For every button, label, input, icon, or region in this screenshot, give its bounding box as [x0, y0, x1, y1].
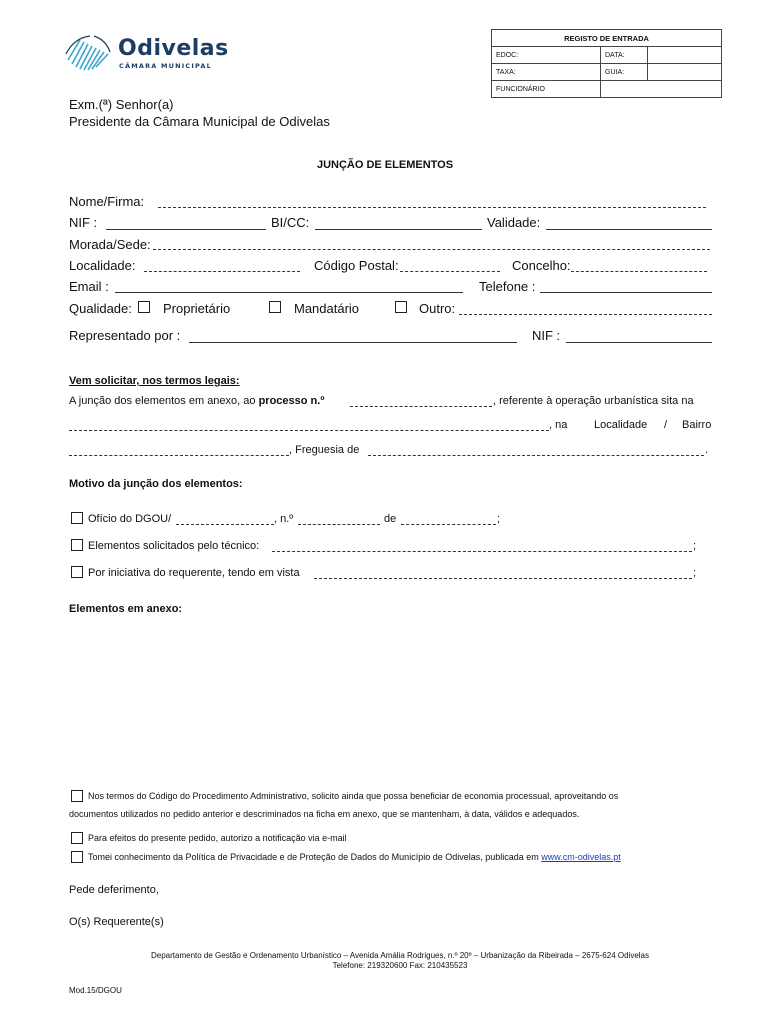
morada-field[interactable]	[153, 249, 710, 250]
guia-value[interactable]	[648, 64, 722, 81]
nif-field[interactable]	[106, 229, 266, 230]
oficio-de-label: de	[384, 513, 397, 525]
funcionario-value[interactable]	[601, 81, 722, 98]
oficio-de-field[interactable]	[401, 524, 496, 525]
proprietario-label: Proprietário	[163, 301, 231, 316]
email-field[interactable]	[115, 292, 463, 293]
validade-label: Validade:	[487, 215, 541, 230]
codigo-postal-field[interactable]	[400, 271, 500, 272]
iniciativa-checkbox[interactable]	[71, 566, 83, 578]
data-label: DATA:	[601, 47, 648, 64]
registo-entrada-table	[491, 29, 722, 98]
nif-label: NIF :	[69, 215, 98, 230]
form-title: JUNÇÃO DE ELEMENTOS	[316, 159, 454, 171]
slash-text: /	[664, 419, 668, 431]
oficio-dgou-field[interactable]	[176, 524, 274, 525]
footer-address: Departamento de Gestão e Ordenamento Urbanístico – Avenida Amália Rodrigues, n.º 20º – Urbanização da Ribeirada – 2675-624 Odivelas	[151, 951, 649, 960]
concelho-field[interactable]	[571, 271, 707, 272]
freguesia-dot: .	[705, 444, 709, 456]
processo-label: processo n.º	[258, 395, 325, 407]
logo-name: Odivelas	[118, 36, 229, 61]
elementos-field[interactable]	[272, 551, 692, 552]
codigo-postal-label: Código Postal:	[314, 258, 399, 273]
bicc-field[interactable]	[315, 229, 482, 230]
data-value[interactable]	[648, 47, 722, 64]
localidade-field[interactable]	[144, 271, 300, 272]
freguesia-field[interactable]	[368, 455, 704, 456]
freguesia-text: , Freguesia de	[289, 444, 360, 456]
requerente-label: O(s) Requerente(s)	[69, 916, 164, 928]
representado-label: Representado por :	[69, 328, 181, 343]
notificacao-email-checkbox[interactable]	[71, 832, 83, 844]
nif2-field[interactable]	[566, 342, 712, 343]
privacidade-text	[88, 852, 621, 862]
address-line2: Presidente da Câmara Municipal de Odivelas	[69, 114, 330, 129]
motivo-heading: Motivo da junção dos elementos:	[69, 478, 243, 490]
mandatario-checkbox[interactable]	[269, 301, 281, 313]
localidade-label: Localidade:	[69, 258, 136, 273]
registo-title: REGISTO DE ENTRADA	[492, 30, 722, 47]
nome-label: Nome/Firma:	[69, 194, 145, 209]
proprietario-checkbox[interactable]	[138, 301, 150, 313]
cpa-checkbox[interactable]	[71, 790, 83, 802]
iniciativa-label: Por iniciativa do requerente, tendo em vista	[88, 567, 300, 579]
elementos-checkbox[interactable]	[71, 539, 83, 551]
privacidade-text-body: Tomei conhecimento da Política de Privacidade e de Proteção de Dados do Município de Odivelas, publicada em	[88, 852, 542, 862]
nif2-label: NIF :	[532, 328, 561, 343]
guia-label: GUIA:	[601, 64, 648, 81]
outro-field[interactable]	[459, 314, 712, 315]
referente-text: , referente à operação urbanística sita na	[493, 395, 694, 407]
cpa-text-2: documentos utilizados no pedido anterior e descriminados na ficha em anexo, que se mantenham, à data, válidos e adequados.	[69, 809, 580, 819]
cpa-text-1: Nos termos do Código do Procedimento Administrativo, solicito ainda que possa beneficiar de economia processual, aproveitando os	[88, 791, 619, 801]
telefone-field[interactable]	[540, 292, 712, 293]
oficio-label: Ofício do DGOU/	[88, 513, 172, 525]
solicitar-heading: Vem solicitar, nos termos legais:	[69, 375, 240, 387]
oficio-semi: ;	[497, 513, 501, 525]
mod-code: Mod.15/DGOU	[69, 986, 122, 995]
concelho-label: Concelho:	[512, 258, 571, 273]
edoc-label: EDOC:	[492, 47, 601, 64]
iniciativa-field[interactable]	[314, 578, 692, 579]
anexo-heading: Elementos em anexo:	[69, 603, 183, 615]
oficio-n-field[interactable]	[298, 524, 380, 525]
bairro-field[interactable]	[69, 455, 289, 456]
juncao-text	[69, 395, 324, 407]
oficio-n-label: , n.º	[274, 513, 294, 525]
oficio-checkbox[interactable]	[71, 512, 83, 524]
funcionario-label: FUNCIONÁRIO	[492, 81, 601, 98]
operacao-field[interactable]	[69, 430, 549, 431]
address-line1: Exm.(ª) Senhor(a)	[69, 97, 174, 112]
elementos-semi: ;	[693, 540, 697, 552]
na-text: , na	[549, 419, 568, 431]
taxa-label: TAXA:	[492, 64, 601, 81]
privacidade-link[interactable]: www.cm-odivelas.pt	[541, 852, 621, 862]
notificacao-email-text: Para efeitos do presente pedido, autorizo a notificação via e-mail	[88, 833, 347, 843]
email-label: Email :	[69, 279, 109, 294]
qualidade-label: Qualidade:	[69, 301, 132, 316]
footer-phone: Telefone: 219320600 Fax: 210435523	[332, 961, 468, 970]
representado-field[interactable]	[189, 342, 517, 343]
juncao-text-a: A junção dos elementos em anexo, ao	[69, 395, 259, 407]
morada-label: Morada/Sede:	[69, 237, 151, 252]
processo-field[interactable]	[350, 406, 492, 407]
elementos-label: Elementos solicitados pelo técnico:	[88, 540, 260, 552]
logo	[64, 34, 234, 74]
telefone-label: Telefone :	[479, 279, 536, 294]
localidade-text: Localidade	[594, 419, 648, 431]
privacidade-checkbox[interactable]	[71, 851, 83, 863]
anexo-area[interactable]	[69, 620, 709, 780]
outro-label: Outro:	[419, 301, 456, 316]
mandatario-label: Mandatário	[294, 301, 360, 316]
bairro-text: Bairro	[682, 419, 712, 431]
validade-field[interactable]	[546, 229, 712, 230]
logo-emblem-icon	[64, 34, 112, 74]
bicc-label: BI/CC:	[271, 215, 310, 230]
pede-deferimento: Pede deferimento,	[69, 884, 159, 896]
iniciativa-semi: ;	[693, 567, 697, 579]
nome-field[interactable]	[158, 207, 706, 208]
outro-checkbox[interactable]	[395, 301, 407, 313]
logo-subtitle: CÂMARA MUNICIPAL	[119, 62, 212, 70]
